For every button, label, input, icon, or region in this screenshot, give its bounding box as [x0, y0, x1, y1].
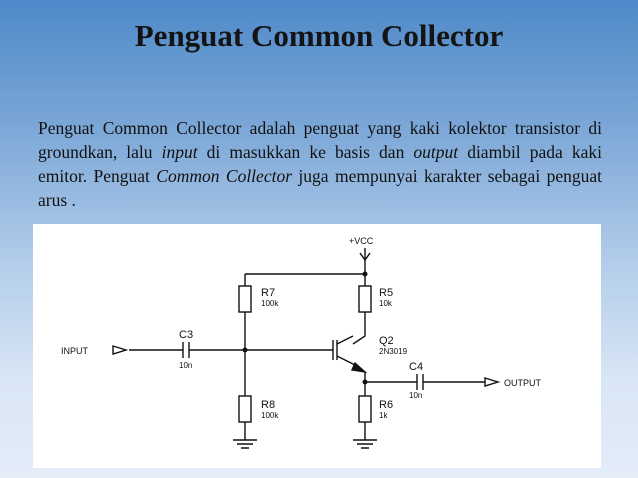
c3-capacitor: [183, 342, 189, 358]
output-arrow: [485, 378, 498, 386]
r5-label: R5: [379, 287, 394, 299]
r6-ground: [353, 440, 377, 448]
body-segment: Penguat Common Collector adalah penguat yang kaki kolektor transistor di groundkan, lalu: [38, 118, 602, 162]
r6-resistor: [359, 396, 371, 422]
output-label: OUTPUT: [504, 378, 541, 388]
c3-label: C3: [179, 329, 194, 341]
r7-value: 100k: [261, 299, 279, 308]
input-arrow: [113, 346, 126, 354]
input-label: INPUT: [61, 346, 88, 356]
r7-label: R7: [261, 287, 276, 299]
body-segment: di masukkan ke basis dan: [197, 142, 414, 162]
r8-label: R8: [261, 399, 276, 411]
c4-capacitor: [417, 374, 423, 390]
q2-emitter: [337, 356, 365, 376]
c4-value: 10n: [409, 391, 423, 400]
r5-resistor: [359, 286, 371, 312]
vcc-label: +VCC: [349, 236, 374, 246]
r8-resistor: [239, 396, 251, 422]
junction-dot: [363, 380, 368, 385]
circuit-schematic: [33, 224, 601, 468]
q2-label: Q2: [379, 335, 394, 347]
r7-resistor: [239, 286, 251, 312]
body-segment: diambil pada kaki emitor. Penguat: [38, 142, 602, 186]
slide-title: Penguat Common Collector: [134, 18, 504, 53]
r8-ground: [233, 440, 257, 448]
q2-base: [333, 340, 337, 360]
q2-emitter-arrow: [352, 363, 365, 372]
r6-value: 1k: [379, 411, 388, 420]
r5-value: 10k: [379, 299, 392, 308]
body-segment-italic: output: [413, 142, 459, 162]
c4-label: C4: [409, 361, 424, 373]
r5-wire: [353, 312, 365, 344]
r8-value: 100k: [261, 411, 279, 420]
c3-value: 10n: [179, 361, 193, 370]
q2-collector-link: [337, 336, 353, 344]
body-segment-italic: input: [161, 142, 198, 162]
vcc-wire: [245, 248, 365, 286]
body-segment-italic: Common Collector: [156, 166, 293, 186]
slide-body-text: [38, 116, 602, 212]
circuit-diagram: [33, 224, 601, 468]
r6-label: R6: [379, 399, 394, 411]
junction-dot: [243, 348, 248, 353]
junction-dot: [363, 272, 368, 277]
body-segment: juga mempunyai karakter sebagai penguat arus .: [38, 166, 602, 210]
q2-value: 2N3019: [379, 347, 408, 356]
